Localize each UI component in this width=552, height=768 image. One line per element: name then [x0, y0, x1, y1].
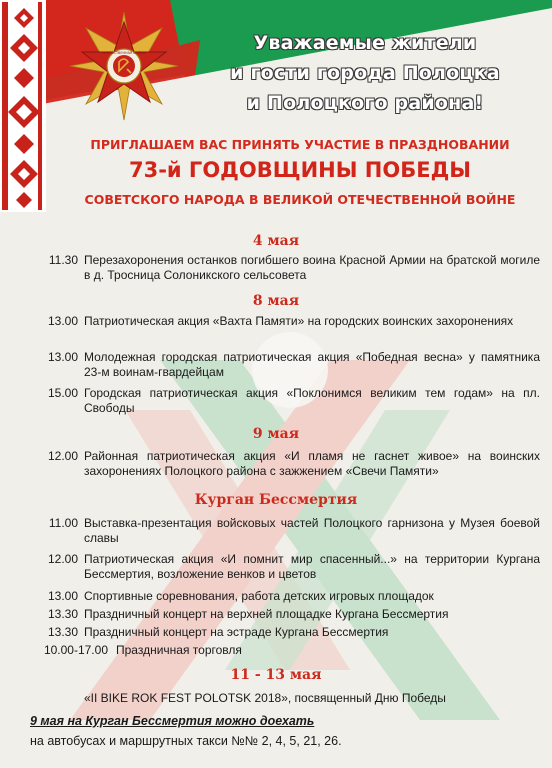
event-description: Молодежная городская патриотическая акция «Победная весна» у памятника 23-м воинам-гвардейцам	[84, 350, 540, 380]
event-description: Праздничный концерт на верхней площадке Кургана Бессмертия	[84, 607, 449, 621]
event-description: Городская патриотическая акция «Поклонимся великим тем годам» на пл. Свободы	[84, 386, 540, 416]
invite-line-2: 73-й ГОДОВЩИНЫ ПОБЕДЫ	[128, 158, 472, 182]
transport-note-text: на автобусах и маршрутных такси №№ 2, 4, 5, 21, 26.	[30, 734, 342, 748]
event-description: Патриотическая акция «И помнит мир спасенный...» на территории Кургана Бессмертия, возложение венков и цветов	[84, 552, 540, 582]
event-time: 13.00	[47, 589, 78, 603]
event-description: Районная патриотическая акция «И пламя не гаснет живое» на воинских захоронениях Полоцкого района с зажжением «Свечи Памяти»	[84, 449, 540, 479]
event-time: 10.00-17.00	[43, 643, 108, 657]
transport-note-title: 9 мая на Курган Бессмертия можно доехать	[30, 714, 315, 728]
date-heading-may-9: 9 мая	[252, 426, 300, 442]
event-item	[30, 552, 540, 582]
event-time: 13.00	[47, 314, 78, 328]
event-item	[30, 625, 540, 640]
event-time: 15.00	[47, 386, 78, 400]
header-greeting-line-1: Уважаемые жители	[253, 32, 477, 54]
event-description: «II BIKE ROK FEST POLOTSK 2018», посвященный Дню Победы	[84, 691, 446, 705]
event-time: 11.30	[48, 253, 78, 267]
invite-line-3: СОВЕТСКОГО НАРОДА В ВЕЛИКОЙ ОТЕЧЕСТВЕННОЙ ВОЙНЕ	[84, 192, 516, 207]
belarusian-ornament	[0, 0, 46, 212]
event-description: Перезахоронения останков погибшего воина Красной Армии на братской могиле в д. Тросница Солоникского сельсовета	[84, 253, 540, 283]
event-item	[30, 643, 540, 658]
date-heading-may-8: 8 мая	[252, 293, 300, 309]
event-time: 13.30	[47, 625, 78, 639]
event-time: 12.00	[47, 449, 78, 463]
event-item	[30, 607, 540, 622]
event-description: Праздничная торговля	[116, 643, 242, 657]
invite-line-1: ПРИГЛАШАЕМ ВАС ПРИНЯТЬ УЧАСТИЕ В ПРАЗДНОВАНИИ	[90, 137, 510, 152]
star-text: ОТЕЧЕСТВЕННАЯ ВОЙНА	[102, 51, 146, 55]
event-item	[30, 516, 540, 546]
event-time: 12.00	[47, 552, 78, 566]
event-item	[30, 589, 540, 604]
event-description: Праздничный концерт на эстраде Кургана Бессмертия	[84, 625, 389, 639]
event-item	[30, 449, 540, 479]
event-item	[30, 691, 540, 706]
date-heading-may-11-13: 11 - 13 мая	[230, 667, 322, 683]
event-description: Спортивные соревнования, работа детских игровых площадок	[84, 589, 434, 603]
event-item	[30, 253, 540, 283]
header-greeting-line-2: и гости города Полоцка	[230, 62, 500, 84]
event-item	[30, 314, 540, 329]
section-heading-kurgan: Курган Бессмертия	[194, 492, 358, 508]
event-time: 13.00	[47, 350, 78, 364]
event-description: Выставка-презентация войсковых частей Полоцкого гарнизона у Музея боевой славы	[84, 516, 540, 546]
date-heading-may-4: 4 мая	[252, 233, 300, 249]
event-item	[30, 386, 540, 416]
order-of-patriotic-war-icon	[68, 10, 180, 122]
event-time: 13.30	[47, 607, 78, 621]
header-greeting-line-3: и Полоцкого района!	[246, 92, 484, 114]
event-item	[30, 350, 540, 380]
event-description: Патриотическая акция «Вахта Памяти» на городских воинских захоронениях	[84, 314, 514, 328]
event-time: 11.00	[48, 516, 78, 530]
